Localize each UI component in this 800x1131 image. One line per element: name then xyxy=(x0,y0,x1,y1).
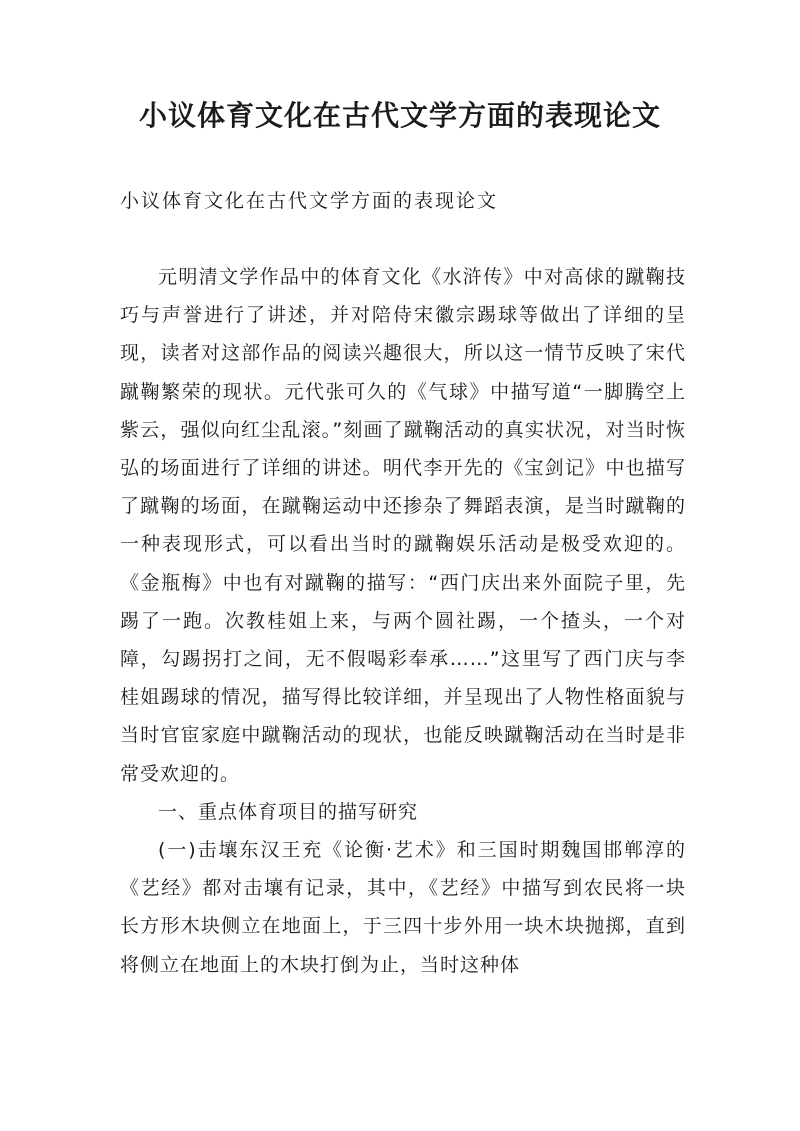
document-subtitle: 小议体育文化在古代文学方面的表现论文 xyxy=(120,190,499,212)
section-heading-1: 一、重点体育项目的描写研究 xyxy=(158,800,419,823)
document-title: 小议体育文化在古代文学方面的表现论文 xyxy=(138,99,661,132)
document-body xyxy=(120,258,686,984)
paragraph-jirang: (一)击壤东汉王充《论衡·艺术》和三国时期魏国邯郸淳的《艺经》都对击壤有记录，其中，《艺经》中描写到农民将一块长方形木块侧立在地面上，于三四十步外用一块木块抛掷，直到将侧立在地面上的木块打倒为止，当时这种体 xyxy=(120,839,686,976)
paragraph-yuan-ming-qing: 元明清文学作品中的体育文化《水浒传》中对高俅的蹴鞠技巧与声誉进行了讲述，并对陪侍宋徽宗踢球等做出了详细的呈现，读者对这部作品的阅读兴趣很大，所以这一情节反映了宋代蹴鞠繁荣的现状。元代张可久的《气球》中描写道“一脚腾空上紫云，强似向红尘乱滚。”刻画了蹴鞠活动的真实状况，对当时恢弘的场面进行了详细的讲述。明代李开先的《宝剑记》中也描写了蹴鞠的场面，在蹴鞠运动中还掺杂了舞蹈表演，是当时蹴鞠的一种表现形式，可以看出当时的蹴鞠娱乐活动是极受欢迎的。《金瓶梅》中也有对蹴鞠的描写：“西门庆出来外面院子里，先踢了一跑。次教桂姐上来，与两个圆社踢，一个揸头，一个对障，勾踢拐打之间，无不假喝彩奉承……”这里写了西门庆与李桂姐踢球的情况，描写得比较详细，并呈现出了人物性格面貌与当时官宦家庭中蹴鞠活动的现状，也能反映蹴鞠活动在当时是非常受欢迎的。 xyxy=(120,266,686,785)
